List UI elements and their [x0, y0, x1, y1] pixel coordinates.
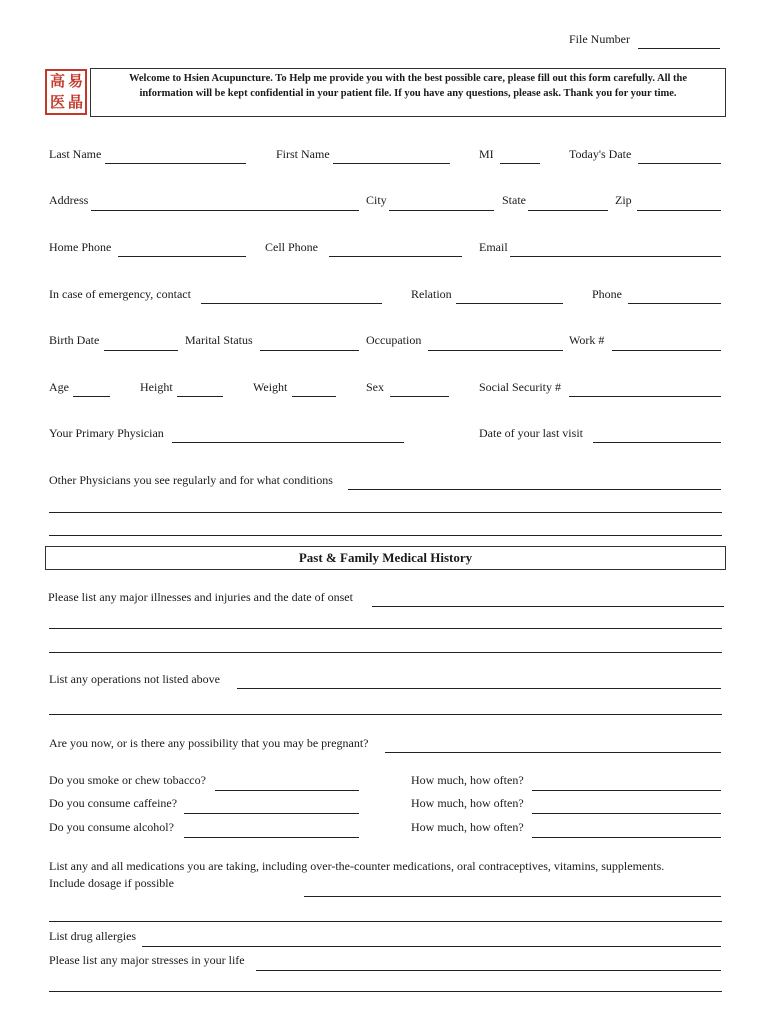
city-field[interactable] [389, 210, 494, 211]
emergency-contact-field[interactable] [201, 303, 382, 304]
zip-label: Zip [615, 193, 632, 207]
height-field[interactable] [177, 396, 223, 397]
sex-label: Sex [366, 380, 384, 394]
last-visit-field[interactable] [593, 442, 721, 443]
stresses-line-2[interactable] [49, 991, 722, 992]
zip-field[interactable] [637, 210, 721, 211]
alcohol-how-much-label: How much, how often? [411, 820, 524, 834]
illnesses-line-3[interactable] [49, 652, 722, 653]
primary-physician-field[interactable] [172, 442, 404, 443]
caffeine-how-much-field[interactable] [532, 813, 721, 814]
last-name-label: Last Name [49, 147, 102, 161]
pregnant-label: Are you now, or is there any possibility that you may be pregnant? [49, 736, 369, 750]
medications-label-line-1: List any and all medications you are taking, including over-the-counter medications, oral contraceptives, vitamins, supplements. [49, 859, 665, 873]
medications-line-2[interactable] [49, 921, 722, 922]
address-field[interactable] [91, 210, 359, 211]
cell-phone-field[interactable] [329, 256, 462, 257]
work-number-label: Work # [569, 333, 605, 347]
occupation-field[interactable] [428, 350, 563, 351]
last-visit-label: Date of your last visit [479, 426, 583, 440]
welcome-line-2: information will be kept confidential in your patient file. If you have any questions, please ask. Thank you for your time. [139, 88, 677, 99]
sex-field[interactable] [390, 396, 449, 397]
caffeine-field[interactable] [184, 813, 359, 814]
age-field[interactable] [73, 396, 110, 397]
illnesses-line-2[interactable] [49, 628, 722, 629]
medications-label-line-2: Include dosage if possible [49, 876, 174, 890]
tobacco-label: Do you smoke or chew tobacco? [49, 773, 206, 787]
operations-label: List any operations not listed above [49, 672, 220, 686]
todays-date-label: Today's Date [569, 147, 632, 161]
tobacco-how-much-label: How much, how often? [411, 773, 524, 787]
ssn-field[interactable] [569, 396, 721, 397]
drug-allergies-label: List drug allergies [49, 929, 137, 943]
other-physicians-line-3[interactable] [49, 535, 722, 536]
operations-field[interactable] [237, 688, 721, 689]
city-label: City [366, 193, 387, 207]
state-field[interactable] [528, 210, 608, 211]
relation-field[interactable] [456, 303, 563, 304]
seal-logo-icon: 高 易 医 晶 [45, 69, 87, 115]
first-name-field[interactable] [333, 163, 450, 164]
medical-history-section-title: Past & Family Medical History [45, 546, 726, 570]
last-name-field[interactable] [105, 163, 246, 164]
tobacco-how-much-field[interactable] [532, 790, 721, 791]
illnesses-field[interactable] [372, 606, 724, 607]
medications-field[interactable] [304, 896, 721, 897]
email-field[interactable] [510, 256, 721, 257]
occupation-label: Occupation [366, 333, 422, 347]
marital-status-field[interactable] [260, 350, 359, 351]
mi-label: MI [479, 147, 494, 161]
caffeine-how-much-label: How much, how often? [411, 796, 524, 810]
mi-field[interactable] [500, 163, 540, 164]
file-number-field[interactable] [638, 48, 720, 49]
ssn-label: Social Security # [479, 380, 561, 394]
stresses-label: Please list any major stresses in your life [49, 953, 245, 967]
cell-phone-label: Cell Phone [265, 240, 318, 254]
alcohol-label: Do you consume alcohol? [49, 820, 174, 834]
home-phone-label: Home Phone [49, 240, 112, 254]
email-label: Email [479, 240, 508, 254]
home-phone-field[interactable] [118, 256, 246, 257]
primary-physician-label: Your Primary Physician [49, 426, 164, 440]
illnesses-label: Please list any major illnesses and injuries and the date of onset [48, 590, 353, 604]
emergency-phone-field[interactable] [628, 303, 721, 304]
state-label: State [502, 193, 526, 207]
alcohol-field[interactable] [184, 837, 359, 838]
age-label: Age [49, 380, 69, 394]
address-label: Address [49, 193, 89, 207]
birth-date-label: Birth Date [49, 333, 100, 347]
height-label: Height [140, 380, 173, 394]
file-number-label: File Number [569, 32, 630, 46]
caffeine-label: Do you consume caffeine? [49, 796, 178, 810]
marital-status-label: Marital Status [185, 333, 253, 347]
emergency-phone-label: Phone [592, 287, 622, 301]
relation-label: Relation [411, 287, 452, 301]
birth-date-field[interactable] [104, 350, 178, 351]
weight-label: Weight [253, 380, 288, 394]
operations-line-2[interactable] [49, 714, 722, 715]
emergency-contact-label: In case of emergency, contact [49, 287, 191, 301]
stresses-field[interactable] [256, 970, 721, 971]
other-physicians-field[interactable] [348, 489, 721, 490]
work-number-field[interactable] [612, 350, 721, 351]
weight-field[interactable] [292, 396, 336, 397]
other-physicians-label: Other Physicians you see regularly and for what conditions [49, 473, 333, 487]
other-physicians-line-2[interactable] [49, 512, 722, 513]
pregnant-field[interactable] [385, 752, 721, 753]
todays-date-field[interactable] [638, 163, 721, 164]
first-name-label: First Name [276, 147, 330, 161]
tobacco-field[interactable] [215, 790, 359, 791]
welcome-line-1: Welcome to Hsien Acupuncture. To Help me provide you with the best possible care, please fill out this form carefully. All the [128, 73, 688, 84]
welcome-message [90, 68, 726, 117]
alcohol-how-much-field[interactable] [532, 837, 721, 838]
drug-allergies-field[interactable] [142, 946, 721, 947]
